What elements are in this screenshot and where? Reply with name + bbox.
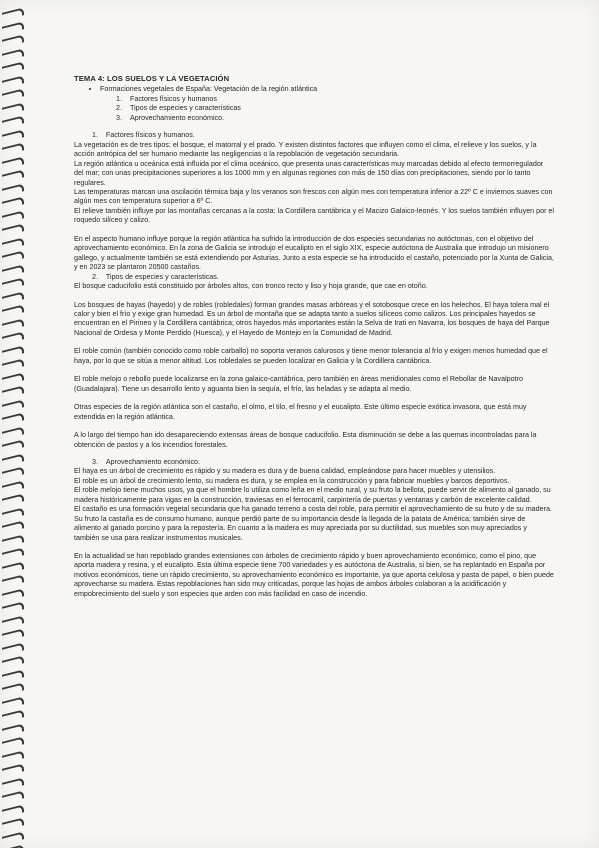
spiral-ring bbox=[2, 453, 24, 466]
spiral-ring bbox=[2, 466, 24, 479]
spiral-ring bbox=[2, 277, 24, 290]
spiral-ring bbox=[2, 669, 24, 682]
spiral-ring bbox=[2, 628, 24, 641]
spiral-ring bbox=[2, 615, 24, 628]
spiral-ring bbox=[2, 642, 24, 655]
spiral-ring bbox=[2, 399, 24, 412]
paragraph: El castaño es una formación vegetal secundaria que ha ganado terreno a costa del roble, para permitir el aprovechamiento de su fruto y de su madera. Su fruto la castaña es de consumo humano, aunque perdió parte de su importancia desde la llegada de la patata de América; también sirve de alimento al ganado porcino y para la repostería. En cuanto a la madera es muy apreciada por su ductilidad, sus muebles son muy apreciados y también se usa para realizar instrumentos musicales. bbox=[74, 505, 552, 542]
spiral-ring bbox=[2, 358, 24, 371]
spiral-ring bbox=[2, 534, 24, 547]
section-heading-2: 2. Tipos de especies y características. bbox=[92, 272, 219, 281]
spiral-ring bbox=[2, 547, 24, 560]
outline-item: 2. Tipos de especies y características bbox=[124, 104, 554, 113]
spiral-ring bbox=[2, 129, 24, 142]
spiral-ring bbox=[2, 61, 24, 74]
spiral-ring bbox=[2, 655, 24, 668]
topic-bullet: • Formaciones vegetales de España: Vegetación de la región atlántica bbox=[100, 85, 554, 94]
spiral-ring bbox=[2, 736, 24, 749]
section-heading-1: 1. Factores físicos y humanos. bbox=[92, 131, 195, 140]
spiral-ring bbox=[2, 723, 24, 736]
spiral-ring bbox=[2, 250, 24, 263]
spiral-ring bbox=[2, 804, 24, 817]
document-title: TEMA 4: LOS SUELOS Y LA VEGETACIÓN bbox=[74, 74, 230, 83]
paragraph: El bosque caducifolio está constituido por árboles altos, con tronco recto y liso y hoja grande, que cae en otoño. bbox=[74, 282, 428, 291]
spiral-ring bbox=[2, 817, 24, 830]
spiral-ring bbox=[2, 21, 24, 34]
paragraph: La vegetación es de tres tipos: el bosque, el matorral y el prado. Y existen distintos factores que influyen como el clima, el relieve y los suelos, y la acción antrópica del ser humano mediante las negligencias o la repoblación de vegetación secundaria. bbox=[74, 140, 537, 159]
paragraph: El relieve también influye por las montañas cercanas a la costa: la Cordillera cantábrica y el Macizo Galaico-leonés. Y los suelos también influyen por el roquedo silíceo y calizo. bbox=[74, 206, 554, 225]
spiral-ring bbox=[2, 318, 24, 331]
spiral-ring bbox=[2, 790, 24, 803]
paragraph: La región atlántica u oceánica está influida por el clima oceánico, que presenta unas características muy marcadas debido al efecto termorregulador del mar; con unas precipitaciones superiores a los 1000 mm y en algunas regiones con más de 150 días con precipitaciones, siendo por lo tanto regulares. bbox=[74, 159, 544, 187]
paragraph: El roble es un árbol de crecimiento lento, su madera es dura, y se emplea en la construcción y para fabricar muebles y barcos deportivos. bbox=[74, 476, 510, 485]
spiral-ring bbox=[2, 750, 24, 763]
spiral-ring bbox=[2, 291, 24, 304]
spiral-ring bbox=[2, 372, 24, 385]
spiral-ring bbox=[2, 696, 24, 709]
spiral-ring bbox=[2, 196, 24, 209]
spiral-ring bbox=[2, 412, 24, 425]
outline-item: 3. Aprovechamiento económico. bbox=[124, 114, 554, 123]
paragraph: El roble común (también conocido como roble carballo) no soporta veranos calurosos y tiene menor tolerancia al frío y exigen menos humedad que el haya, por lo que se sitúa a menor altitud. Los robledales se pueden localizar en Galicia y la Cordillera cantábrica. bbox=[74, 347, 548, 365]
spiral-ring bbox=[2, 210, 24, 223]
spiral-ring bbox=[2, 142, 24, 155]
spiral-ring bbox=[2, 561, 24, 574]
paragraph: En el aspecto humano influye porque la región atlántica ha sufrido la introducción de dos especies secundarias no autóctonas, con el objetivo del aprovechamiento económico. En la zona de Galicia se introdujo el eucalipto en el siglo XIX, especie autóctona de Australia que introdujo un misionero gallego, y actualmente también se está extendiendo por Asturias. Junto a esta especie se ha introducido el castaño, potenciado por la Xunta de Galicia, y en 2023 se plantaron 20500 castaños. bbox=[74, 234, 554, 272]
spiral-ring bbox=[2, 88, 24, 101]
section-heading-3: 3. Aprovechamiento económico. bbox=[92, 457, 200, 466]
spiral-ring bbox=[2, 831, 24, 844]
paragraph: Las temperaturas marcan una oscilación térmica baja y los veranos son frescos con algún mes con temperatura inferior a 22º C e inviernos suaves con algún mes con temperatura superior a 6º C. bbox=[74, 187, 553, 206]
spiral-ring bbox=[2, 385, 24, 398]
spiral-ring bbox=[2, 102, 24, 115]
spiral-ring bbox=[2, 183, 24, 196]
spiral-ring bbox=[2, 426, 24, 439]
spiral-ring bbox=[2, 574, 24, 587]
spiral-ring bbox=[2, 264, 24, 277]
spiral-ring bbox=[2, 763, 24, 776]
paragraph: A lo largo del tiempo han ido desapareciendo extensas áreas de bosque caducifolio. Esta disminución se debe a las quemas incontroladas para la obtención de pastos y a los incendios forestales. bbox=[74, 431, 537, 449]
paragraph: El roble melojo o rebollo puede localizarse en la zona galaico-cantábrica, pero también en áreas meridionales como el Rebollar de Navalpotro (Guadalajara). Tiene un desarrollo lento y aguanta bien la sequía, el frío, las heladas y se adapta al medio. bbox=[74, 375, 523, 393]
spiral-ring bbox=[2, 156, 24, 169]
spiral-ring bbox=[2, 439, 24, 452]
document-body bbox=[74, 74, 554, 599]
spiral-ring bbox=[2, 507, 24, 520]
spiral-ring bbox=[2, 844, 24, 848]
topic-list bbox=[74, 85, 554, 94]
outline-list bbox=[74, 95, 554, 123]
spiral-ring bbox=[2, 34, 24, 47]
spiral-ring bbox=[2, 480, 24, 493]
spiral-ring bbox=[2, 48, 24, 61]
spiral-ring bbox=[2, 75, 24, 88]
spiral-ring bbox=[2, 520, 24, 533]
paragraph: El roble melojo tiene muchos usos, ya que el hombre lo utiliza como leña en el medio rural, y su fruto la bellota, puede servir de alimento al ganado, su madera históricamente para vigas en la construcción, traviesas en el ferrocarril, carpintería de puertas y ventanas y carbón de excelente calidad. bbox=[74, 486, 551, 504]
spiral-ring bbox=[2, 777, 24, 790]
spiral-ring bbox=[2, 223, 24, 236]
spiral-ring bbox=[2, 588, 24, 601]
spiral-ring bbox=[2, 115, 24, 128]
outline-item: 1. Factores físicos y humanos bbox=[124, 95, 554, 104]
spiral-ring bbox=[2, 331, 24, 344]
spiral-ring bbox=[2, 237, 24, 250]
spiral-ring bbox=[2, 709, 24, 722]
paragraph: En la actualidad se han repoblado grandes extensiones con árboles de crecimiento rápido y buen aprovechamiento económico, como el pino, que aporta madera y resina, y el eucalipto. Esta última especie tiene 700 variedades y es autóctona de Australia, si bien, se ha replantado en España por motivos económicos, tiene un rápido crecimiento, su aprovechamiento económico es importante, ya que aporta celulosa y pasta de papel, o bien puede aprovecharse su madera. Estas repoblaciones han sido muy criticadas, porque las hojas de ambos árboles colaboran a la acidificación y empobrecimiento del suelo y son especies que arden con más facilidad en caso de incendio. bbox=[74, 552, 554, 598]
spiral-ring bbox=[2, 682, 24, 695]
spiral-ring bbox=[2, 493, 24, 506]
spiral-ring bbox=[2, 601, 24, 614]
spiral-ring bbox=[2, 7, 24, 20]
spiral-ring bbox=[2, 345, 24, 358]
spiral-ring bbox=[2, 304, 24, 317]
paragraph: Otras especies de la región atlántica son el castaño, el olmo, el tilo, el fresno y el eucalipto. Este último especie exótica invasora, que está muy extendida en la región atlántica. bbox=[74, 403, 527, 421]
paragraph: El haya es un árbol de crecimiento es rápido y su madera es dura y de buena calidad, empleándose para hacer muebles y utensilios. bbox=[74, 467, 496, 476]
paragraph: Los bosques de hayas (hayedo) y de robles (robledales) forman grandes masas arbóreas y el sotobosque crece en los helechos. El haya tolera mal el calor y bien el frío y exige gran humedad. Es un árbol de montaña que se adapta tanto a suelos silíceos como calizos. Los principales hayedos se encuentran en el Pirineo y la Cordillera cantábrica; otros hayedos más importantes están la Selva de Irati en Navarra, los bosques de haya del Parque Nacional de Ordesa y Monte Perdido (Huesca), y el Hayedo de Montejo en la Comunidad de Madrid. bbox=[74, 300, 550, 337]
spiral-binding bbox=[0, 0, 26, 848]
spiral-ring bbox=[2, 169, 24, 182]
